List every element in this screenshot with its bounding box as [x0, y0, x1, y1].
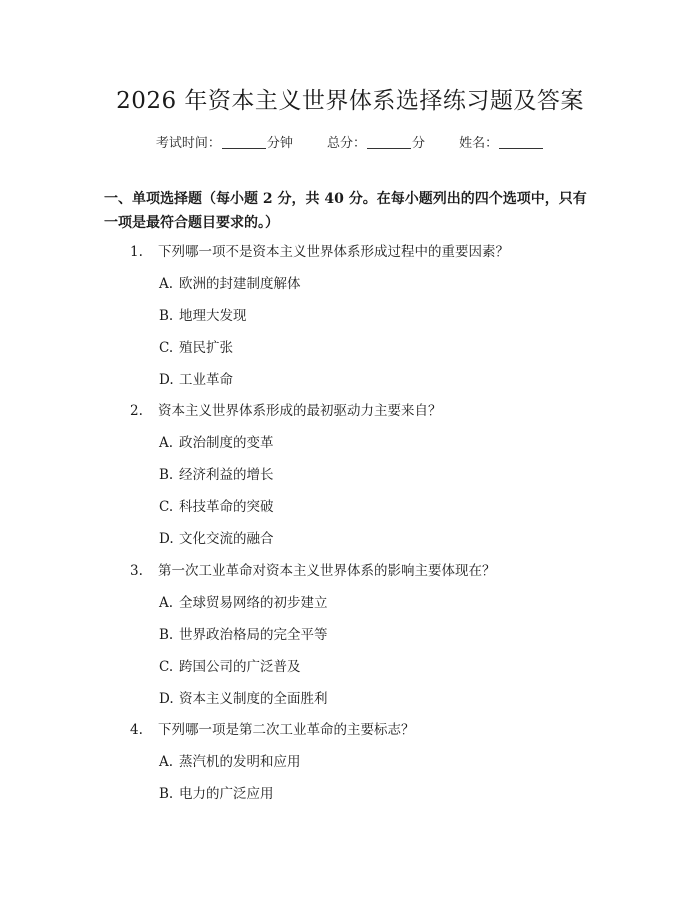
question-text: 下列哪一项不是资本主义世界体系形成过程中的重要因素？: [158, 244, 509, 260]
option-item: [159, 530, 274, 548]
option-text: 世界政治格局的完全平等: [179, 627, 328, 643]
option-label: D.: [159, 372, 174, 388]
option-item: [159, 753, 301, 771]
option-item: [159, 594, 328, 612]
option-label: B.: [159, 467, 174, 483]
section-heading: 一、单项选择题（每小题 2 分，共 40 分。在每小题列出的四个选项中，只有一项是最符合题目要求的。）: [104, 191, 587, 231]
option-text: 殖民扩张: [179, 340, 233, 356]
option-label: A.: [159, 595, 174, 611]
option-text: 经济利益的增长: [179, 467, 274, 483]
option-label: D.: [159, 691, 174, 707]
option-text: 全球贸易网络的初步建立: [179, 595, 328, 611]
option-text: 科技革命的突破: [179, 499, 274, 515]
student-name-blank: [499, 148, 543, 149]
option-label: C.: [159, 659, 174, 675]
exam-info-line: [0, 132, 700, 151]
question-item: [130, 721, 415, 739]
question-number: 3.: [130, 563, 143, 579]
question-text: 资本主义世界体系形成的最初驱动力主要来自？: [158, 403, 442, 419]
option-label: B.: [159, 627, 174, 643]
option-text: 工业革命: [179, 372, 233, 388]
option-label: C.: [159, 499, 174, 515]
option-text: 资本主义制度的全面胜利: [179, 691, 328, 707]
option-text: 地理大发现: [179, 308, 247, 324]
question-number: 2.: [130, 403, 143, 419]
option-item: [159, 434, 274, 452]
option-item: [159, 371, 233, 389]
option-label: A.: [159, 435, 174, 451]
question-item: [130, 243, 509, 261]
option-item: [159, 498, 274, 516]
option-text: 欧洲的封建制度解体: [179, 276, 301, 292]
total-score-label: 总分：: [326, 136, 366, 151]
option-text: 文化交流的融合: [179, 531, 274, 547]
student-name-field: [459, 132, 544, 151]
total-score-blank: [367, 148, 411, 149]
question-number: 1.: [130, 244, 143, 260]
option-item: [159, 307, 247, 325]
document-title: 2026 年资本主义世界体系选择练习题及答案: [116, 88, 584, 114]
option-item: [159, 466, 274, 484]
option-item: [159, 339, 233, 357]
question-text: 下列哪一项是第二次工业革命的主要标志？: [158, 722, 415, 738]
option-label: B.: [159, 786, 174, 802]
option-label: A.: [159, 754, 174, 770]
exam-time-label: 考试时间：: [155, 136, 221, 151]
option-text: 跨国公司的广泛普及: [179, 659, 301, 675]
total-score-unit: 分: [412, 136, 426, 151]
option-text: 政治制度的变革: [179, 435, 274, 451]
option-text: 电力的广泛应用: [179, 786, 274, 802]
option-label: D.: [159, 531, 174, 547]
question-item: [130, 562, 496, 580]
question-text: 第一次工业革命对资本主义世界体系的影响主要体现在？: [158, 563, 496, 579]
question-item: [130, 402, 442, 420]
exam-time-blank: [222, 148, 266, 149]
exam-time-unit: 分钟: [266, 136, 293, 151]
option-item: [159, 690, 328, 708]
option-item: [159, 658, 301, 676]
exam-time-field: [156, 132, 293, 151]
option-item: [159, 626, 328, 644]
option-item: [159, 275, 301, 293]
option-text: 蒸汽机的发明和应用: [179, 754, 301, 770]
question-number: 4.: [130, 722, 143, 738]
total-score-field: [327, 132, 425, 151]
option-label: A.: [159, 276, 174, 292]
option-label: C.: [159, 340, 174, 356]
option-label: B.: [159, 308, 174, 324]
option-item: [159, 785, 274, 803]
student-name-label: 姓名：: [459, 136, 499, 151]
